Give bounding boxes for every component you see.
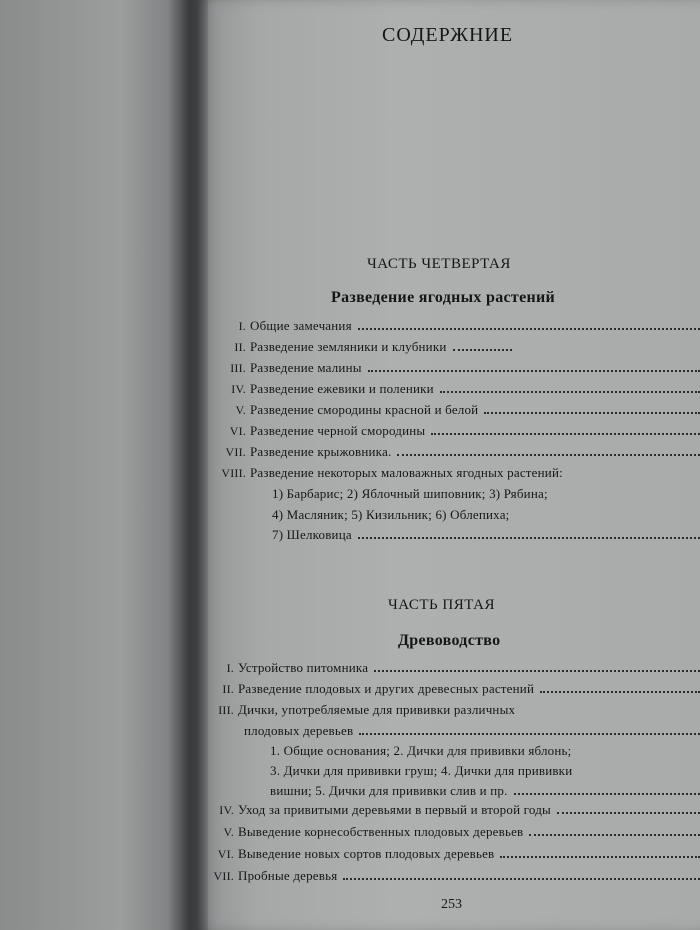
entry-text: Выведение новых сортов плодовых деревьев — [238, 846, 495, 861]
dot-leader — [453, 349, 513, 351]
entry-number: V. — [235, 403, 246, 417]
entry-number: V. — [223, 825, 234, 839]
entry-text: вишни; 5. Дички для прививки слив и пр. — [270, 783, 508, 798]
entry-number: II. — [234, 340, 246, 354]
dot-leader — [359, 733, 700, 735]
entry-text: Разведение земляники и клубники — [250, 339, 447, 354]
entry-text: Уход за привитыми деревьями в первый и второй годы — [238, 802, 551, 817]
entry-text: Разведение смородины красной и белой — [250, 402, 479, 417]
toc-entry — [272, 527, 700, 543]
entry-number: I. — [238, 319, 246, 333]
part4-title: ЧАСТЬ ЧЕТВЕРТАЯ — [367, 256, 511, 272]
dot-leader — [500, 856, 700, 858]
toc-entry — [212, 465, 700, 481]
entry-number: IV. — [231, 382, 246, 396]
entry-text: Разведение черной смородины — [250, 423, 426, 438]
toc-entry — [270, 783, 700, 799]
toc-entry — [212, 360, 700, 376]
page-heading: СОДЕРЖНИЕ — [382, 24, 514, 46]
toc-entry — [200, 802, 700, 818]
toc-subentry: 1. Общие основания; 2. Дички для прививки яблонь; — [270, 743, 572, 758]
entry-text: Разведение некоторых маловажных ягодных растений: — [250, 465, 563, 480]
toc-entry — [212, 402, 700, 418]
entry-text: Разведение плодовых и других древесных растений — [238, 681, 535, 696]
toc-entry — [212, 423, 700, 439]
part4-subtitle: Разведение ягодных растений — [331, 289, 556, 306]
entry-text: Разведение ежевики и поленики — [250, 381, 434, 396]
dot-leader — [358, 537, 700, 539]
dot-leader — [431, 433, 700, 435]
toc-entry — [212, 339, 512, 355]
toc-entry — [244, 723, 700, 739]
entry-text: Разведение крыжовника. — [250, 444, 392, 459]
entry-number: II. — [222, 682, 234, 696]
entry-number: IV. — [219, 803, 234, 817]
toc-entry — [200, 846, 700, 862]
entry-text: Пробные деревья — [238, 868, 338, 883]
entry-text: Разведение малины — [250, 360, 362, 375]
toc-entry — [212, 381, 700, 397]
page-number: 253 — [441, 897, 462, 912]
part5-title: ЧАСТЬ ПЯТАЯ — [388, 597, 495, 613]
entry-text: Дички, употребляемые для прививки различных — [238, 702, 516, 717]
entry-text: 7) Шелковица — [272, 527, 352, 542]
entry-text: Выведение корнесобственных плодовых деревьев — [238, 824, 524, 839]
entry-number: I. — [226, 661, 234, 675]
dot-leader — [358, 328, 700, 330]
dot-leader — [540, 691, 700, 693]
toc-entry — [200, 868, 700, 884]
book-gutter — [168, 0, 208, 930]
toc-entry — [212, 318, 700, 334]
toc-entry — [200, 681, 700, 697]
toc-entry — [200, 702, 700, 718]
part5-subtitle: Древоводство — [398, 632, 501, 649]
dot-leader — [514, 793, 700, 795]
toc-subentry: 3. Дички для прививки груш; 4. Дички для прививки — [270, 763, 573, 778]
entry-number: VI. — [229, 424, 246, 438]
toc-entry — [212, 444, 700, 460]
entry-text: Общие замечания — [250, 318, 352, 333]
dot-leader — [484, 412, 700, 414]
entry-number: III. — [218, 703, 234, 717]
entry-number: VII. — [213, 869, 234, 883]
entry-text: Устройство питомника — [238, 660, 369, 675]
dot-leader — [343, 878, 700, 880]
entry-number: VI. — [217, 847, 234, 861]
entry-number: III. — [230, 361, 246, 375]
toc-subentry: 1) Барбарис; 2) Яблочный шиповник; 3) Рябина; — [272, 486, 548, 501]
toc-subentry: 4) Масляник; 5) Кизильник; 6) Облепиха; — [272, 507, 510, 522]
dot-leader — [397, 454, 700, 456]
entry-text: плодовых деревьев — [244, 723, 354, 738]
toc-entry — [200, 660, 700, 676]
entry-number: VII. — [225, 445, 246, 459]
dot-leader — [440, 391, 700, 393]
dot-leader — [529, 834, 700, 836]
entry-number: VIII. — [221, 466, 246, 480]
dot-leader — [368, 370, 700, 372]
dot-leader — [374, 670, 700, 672]
dot-leader — [557, 812, 700, 814]
toc-entry — [200, 824, 700, 840]
